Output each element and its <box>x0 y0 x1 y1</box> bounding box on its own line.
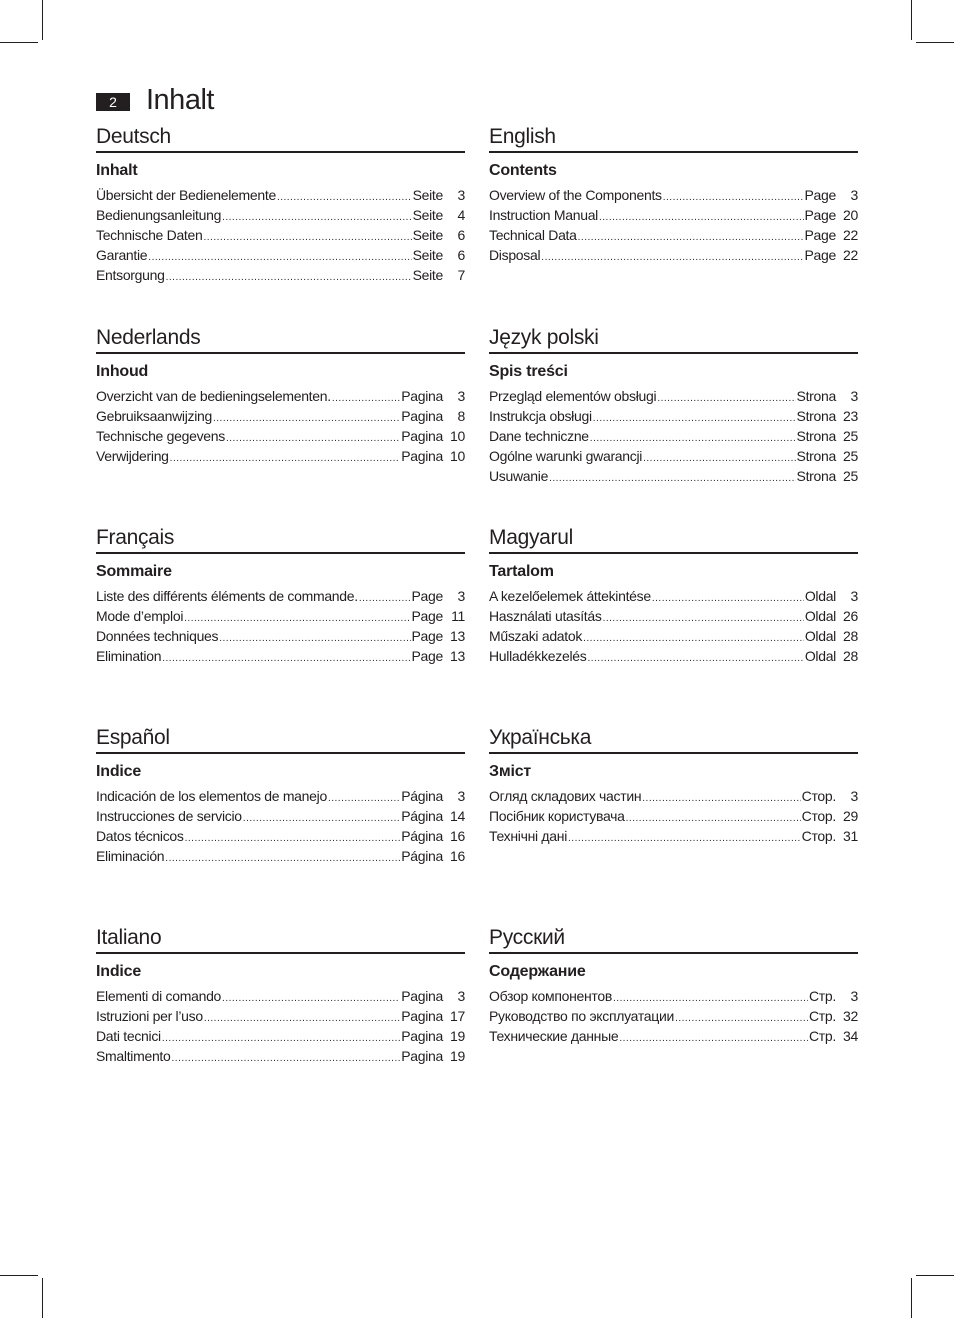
toc-entry[interactable] <box>489 205 858 225</box>
entry-page-label: Seite <box>412 227 443 243</box>
crop-mark <box>0 1275 38 1276</box>
entry-page-number: 3 <box>850 388 858 404</box>
dot-leader <box>243 809 400 829</box>
toc-entry[interactable] <box>96 245 465 265</box>
entry-page-number: 3 <box>457 988 465 1004</box>
entry-page-number: 3 <box>457 187 465 203</box>
entry-page-number: 20 <box>843 207 858 223</box>
dot-leader <box>162 649 410 669</box>
entry-title: Огляд складових частин <box>489 788 642 804</box>
entry-title: Eliminación <box>96 848 165 864</box>
dot-leader <box>587 649 803 669</box>
entry-page-number: 28 <box>843 648 858 664</box>
crop-mark <box>916 1275 954 1276</box>
dot-leader <box>185 829 401 849</box>
entry-title: Руководство по эксплуатации <box>489 1008 675 1024</box>
dot-leader <box>277 188 412 208</box>
entry-page-number: 25 <box>843 468 858 484</box>
entry-list <box>96 586 465 666</box>
entry-page-number: 8 <box>457 408 465 424</box>
entry-page-label: Page <box>411 588 443 604</box>
entry-title: Instrukcja obsługi <box>489 408 592 424</box>
toc-entry[interactable] <box>489 826 858 846</box>
page-title: Inhalt <box>146 84 214 116</box>
section-heading: Indice <box>96 763 142 780</box>
entry-page-label: Page <box>411 628 443 644</box>
dot-leader <box>568 829 801 849</box>
toc-entry[interactable] <box>96 1006 465 1026</box>
entry-title: Dane techniczne <box>489 428 589 444</box>
entry-title: Ogólne warunki gwarancji <box>489 448 643 464</box>
entry-page-number: 25 <box>843 428 858 444</box>
entry-page-label: Стр. <box>809 988 836 1004</box>
dot-leader <box>148 248 411 268</box>
entry-page-number: 10 <box>450 428 465 444</box>
dot-leader <box>219 629 410 649</box>
toc-entry[interactable] <box>489 446 858 466</box>
entry-title: Bedienungsanleitung <box>96 207 222 223</box>
entry-page-label: Strona <box>796 388 836 404</box>
entry-page-label: Seite <box>412 267 443 283</box>
entry-page-label: Pagina <box>401 1028 443 1044</box>
page-number: 2 <box>96 93 130 111</box>
section-language: Русский <box>489 925 858 954</box>
entry-title: Technische gegevens <box>96 428 225 444</box>
toc-entry[interactable] <box>96 265 465 285</box>
section-language: Italiano <box>96 925 465 954</box>
entry-page-label: Page <box>804 187 836 203</box>
entry-page-number: 6 <box>457 247 465 263</box>
entry-title: Műszaki adatok <box>489 628 583 644</box>
entry-page-label: Pagina <box>401 1008 443 1024</box>
section-heading: Contents <box>489 162 557 179</box>
entry-title: Istruzioni per l’uso <box>96 1008 203 1024</box>
entry-page-number: 28 <box>843 628 858 644</box>
section-language: Deutsch <box>96 124 465 153</box>
entry-page-label: Seite <box>412 187 443 203</box>
entry-page-number: 31 <box>843 828 858 844</box>
toc-entry[interactable] <box>96 846 465 866</box>
entry-page-label: Strona <box>796 428 836 444</box>
section-heading: Зміст <box>489 763 532 780</box>
toc-section <box>489 525 858 666</box>
toc-section <box>489 325 858 486</box>
dot-leader <box>222 989 400 1009</box>
entry-page-number: 4 <box>457 207 465 223</box>
dot-leader <box>162 1029 400 1049</box>
crop-mark <box>42 0 43 40</box>
entry-list <box>489 786 858 846</box>
entry-page-label: Página <box>401 848 443 864</box>
toc-entry[interactable] <box>96 786 465 806</box>
entry-page-label: Стор. <box>801 808 836 824</box>
toc-entry[interactable] <box>96 225 465 245</box>
toc-entry[interactable] <box>489 986 858 1006</box>
toc-entry[interactable] <box>96 646 465 666</box>
toc-entry[interactable] <box>96 185 465 205</box>
entry-page-label: Pagina <box>401 988 443 1004</box>
entry-page-label: Pagina <box>401 1048 443 1064</box>
entry-page-label: Strona <box>796 448 836 464</box>
entry-page-label: Pagina <box>401 388 443 404</box>
dot-leader <box>226 429 400 449</box>
entry-title: Dati tecnici <box>96 1028 161 1044</box>
entry-page-label: Seite <box>412 247 443 263</box>
section-language: English <box>489 124 858 153</box>
entry-list <box>96 786 465 866</box>
toc-entry[interactable] <box>96 406 465 426</box>
entry-title: Verwijdering <box>96 448 169 464</box>
entry-page-number: 3 <box>457 388 465 404</box>
toc-entry[interactable] <box>489 586 858 606</box>
entry-title: Használati utasítás <box>489 608 602 624</box>
section-heading: Содержание <box>489 963 586 980</box>
section-language: Magyarul <box>489 525 858 554</box>
dot-leader <box>599 208 804 228</box>
entry-title: Disposal <box>489 247 541 263</box>
entry-page-label: Page <box>411 608 443 624</box>
dot-leader <box>663 188 804 208</box>
section-heading: Indice <box>96 963 142 980</box>
toc-entry[interactable] <box>489 386 858 406</box>
dot-leader <box>166 268 412 288</box>
entry-title: Garantie <box>96 247 148 263</box>
entry-page-number: 22 <box>843 247 858 263</box>
toc-entry[interactable] <box>489 185 858 205</box>
entry-page-label: Pagina <box>401 428 443 444</box>
entry-page-label: Page <box>804 247 836 263</box>
entry-page-number: 22 <box>843 227 858 243</box>
entry-page-number: 3 <box>850 187 858 203</box>
section-language: Français <box>96 525 465 554</box>
entry-page-number: 23 <box>843 408 858 424</box>
toc-entry[interactable] <box>489 606 858 626</box>
entry-title: Technical Data <box>489 227 577 243</box>
toc-section <box>489 725 858 846</box>
entry-page-number: 16 <box>450 848 465 864</box>
toc-section <box>489 124 858 265</box>
section-language: Українська <box>489 725 858 754</box>
toc-entry[interactable] <box>96 626 465 646</box>
entry-page-number: 19 <box>450 1048 465 1064</box>
dot-leader <box>657 389 795 409</box>
toc-entry[interactable] <box>489 406 858 426</box>
entry-page-label: Strona <box>796 468 836 484</box>
section-language: Nederlands <box>96 325 465 354</box>
entry-title: Datos técnicos <box>96 828 184 844</box>
entry-title: Instrucciones de servicio <box>96 808 242 824</box>
entry-title: Технические данные <box>489 1028 619 1044</box>
toc-entry[interactable] <box>96 446 465 466</box>
entry-title: Hulladékkezelés <box>489 648 587 664</box>
toc-entry[interactable] <box>96 1046 465 1066</box>
toc-entry[interactable] <box>489 426 858 446</box>
entry-list <box>489 386 858 486</box>
toc-section <box>96 325 465 466</box>
entry-list <box>489 986 858 1046</box>
toc-section <box>96 725 465 866</box>
entry-title: Overview of the Components <box>489 187 662 203</box>
entry-page-label: Oldal <box>804 648 836 664</box>
toc-entry[interactable] <box>489 245 858 265</box>
entry-page-label: Pagina <box>401 408 443 424</box>
entry-list <box>96 386 465 466</box>
toc-entry[interactable] <box>96 205 465 225</box>
dot-leader <box>675 1009 808 1029</box>
dot-leader <box>213 409 400 429</box>
crop-mark <box>42 1278 43 1318</box>
entry-page-label: Strona <box>796 408 836 424</box>
toc-entry[interactable] <box>96 826 465 846</box>
entry-page-label: Página <box>401 808 443 824</box>
entry-title: Technische Daten <box>96 227 203 243</box>
toc-entry[interactable] <box>96 606 465 626</box>
dot-leader <box>652 589 804 609</box>
toc-section <box>96 525 465 666</box>
entry-list <box>96 986 465 1066</box>
dot-leader <box>332 389 400 409</box>
entry-list <box>96 185 465 285</box>
crop-mark <box>916 42 954 43</box>
entry-page-label: Oldal <box>804 608 836 624</box>
entry-page-label: Стр. <box>809 1028 836 1044</box>
toc-entry[interactable] <box>96 426 465 446</box>
entry-page-number: 14 <box>450 808 465 824</box>
toc-entry[interactable] <box>489 225 858 245</box>
entry-page-label: Page <box>411 648 443 664</box>
toc-entry[interactable] <box>489 806 858 826</box>
entry-page-number: 16 <box>450 828 465 844</box>
entry-page-number: 3 <box>850 588 858 604</box>
toc-entry[interactable] <box>96 806 465 826</box>
crop-mark <box>911 0 912 40</box>
toc-section <box>489 925 858 1046</box>
section-heading: Tartalom <box>489 563 554 580</box>
dot-leader <box>204 1009 400 1029</box>
dot-leader <box>541 248 803 268</box>
toc-entry[interactable] <box>489 646 858 666</box>
dot-leader <box>549 469 795 489</box>
entry-title: Gebruiksaanwijzing <box>96 408 212 424</box>
entry-title: Посібник користувача <box>489 808 625 824</box>
entry-page-number: 17 <box>450 1008 465 1024</box>
toc-entry[interactable] <box>489 1026 858 1046</box>
entry-page-number: 13 <box>450 628 465 644</box>
entry-page-number: 34 <box>843 1028 858 1044</box>
dot-leader <box>643 449 795 469</box>
entry-title: Liste des différents éléments de commande. <box>96 588 358 604</box>
dot-leader <box>328 789 400 809</box>
entry-page-number: 3 <box>457 588 465 604</box>
entry-title: Przegląd elementów obsługi <box>489 388 657 404</box>
dot-leader <box>593 409 796 429</box>
entry-title: Elementi di comando <box>96 988 222 1004</box>
section-heading: Inhalt <box>96 162 138 179</box>
entry-title: Données techniques <box>96 628 219 644</box>
dot-leader <box>578 228 804 248</box>
crop-mark <box>911 1278 912 1318</box>
entry-page-label: Página <box>401 828 443 844</box>
dot-leader <box>165 849 400 869</box>
dot-leader <box>170 449 401 469</box>
toc-entry[interactable] <box>489 626 858 646</box>
toc-entry[interactable] <box>489 1006 858 1026</box>
entry-page-label: Página <box>401 788 443 804</box>
entry-page-label: Стр. <box>809 1008 836 1024</box>
entry-page-number: 13 <box>450 648 465 664</box>
crop-mark <box>0 42 38 43</box>
entry-page-label: Стор. <box>801 788 836 804</box>
toc-entry[interactable] <box>489 786 858 806</box>
entry-page-number: 7 <box>457 267 465 283</box>
entry-title: Usuwanie <box>489 468 549 484</box>
entry-page-number: 11 <box>451 608 465 624</box>
entry-page-number: 3 <box>457 788 465 804</box>
entry-page-label: Seite <box>412 207 443 223</box>
entry-page-label: Page <box>804 227 836 243</box>
toc-entry[interactable] <box>96 586 465 606</box>
entry-page-number: 26 <box>843 608 858 624</box>
section-heading: Spis treści <box>489 363 568 380</box>
entry-page-label: Oldal <box>804 628 836 644</box>
dot-leader <box>222 208 411 228</box>
entry-page-label: Page <box>804 207 836 223</box>
toc-entry[interactable] <box>96 1026 465 1046</box>
entry-page-number: 19 <box>450 1028 465 1044</box>
toc-entry[interactable] <box>96 386 465 406</box>
entry-page-number: 10 <box>450 448 465 464</box>
dot-leader <box>626 809 801 829</box>
entry-title: Обзор компонентов <box>489 988 613 1004</box>
entry-title: Overzicht van de bedieningselementen. <box>96 388 331 404</box>
section-heading: Sommaire <box>96 563 172 580</box>
entry-title: Entsorgung <box>96 267 165 283</box>
entry-title: Технічні дані <box>489 828 568 844</box>
entry-page-number: 3 <box>850 788 858 804</box>
entry-title: Elimination <box>96 648 162 664</box>
toc-entry[interactable] <box>489 466 858 486</box>
entry-list <box>489 185 858 265</box>
dot-leader <box>172 1049 401 1069</box>
entry-title: Mode d’emploi <box>96 608 184 624</box>
dot-leader <box>603 609 804 629</box>
entry-list <box>489 586 858 666</box>
entry-page-label: Pagina <box>401 448 443 464</box>
entry-page-number: 6 <box>457 227 465 243</box>
entry-title: Smaltimento <box>96 1048 171 1064</box>
dot-leader <box>642 789 800 809</box>
toc-entry[interactable] <box>96 986 465 1006</box>
toc-section <box>96 925 465 1066</box>
entry-title: Übersicht der Bedienelemente <box>96 187 276 203</box>
entry-title: Indicación de los elementos de manejo <box>96 788 327 804</box>
toc-section <box>96 124 465 285</box>
section-heading: Inhoud <box>96 363 149 380</box>
entry-page-label: Стор. <box>801 828 836 844</box>
entry-title: Instruction Manual <box>489 207 598 223</box>
entry-page-number: 32 <box>843 1008 858 1024</box>
dot-leader <box>204 228 412 248</box>
section-language: Español <box>96 725 465 754</box>
dot-leader <box>619 1029 808 1049</box>
dot-leader <box>359 589 411 609</box>
entry-page-number: 25 <box>843 448 858 464</box>
entry-title: A kezelőelemek áttekintése <box>489 588 651 604</box>
entry-page-number: 29 <box>843 808 858 824</box>
dot-leader <box>583 629 804 649</box>
entry-page-label: Oldal <box>804 588 836 604</box>
entry-page-number: 3 <box>850 988 858 1004</box>
section-language: Język polski <box>489 325 858 354</box>
